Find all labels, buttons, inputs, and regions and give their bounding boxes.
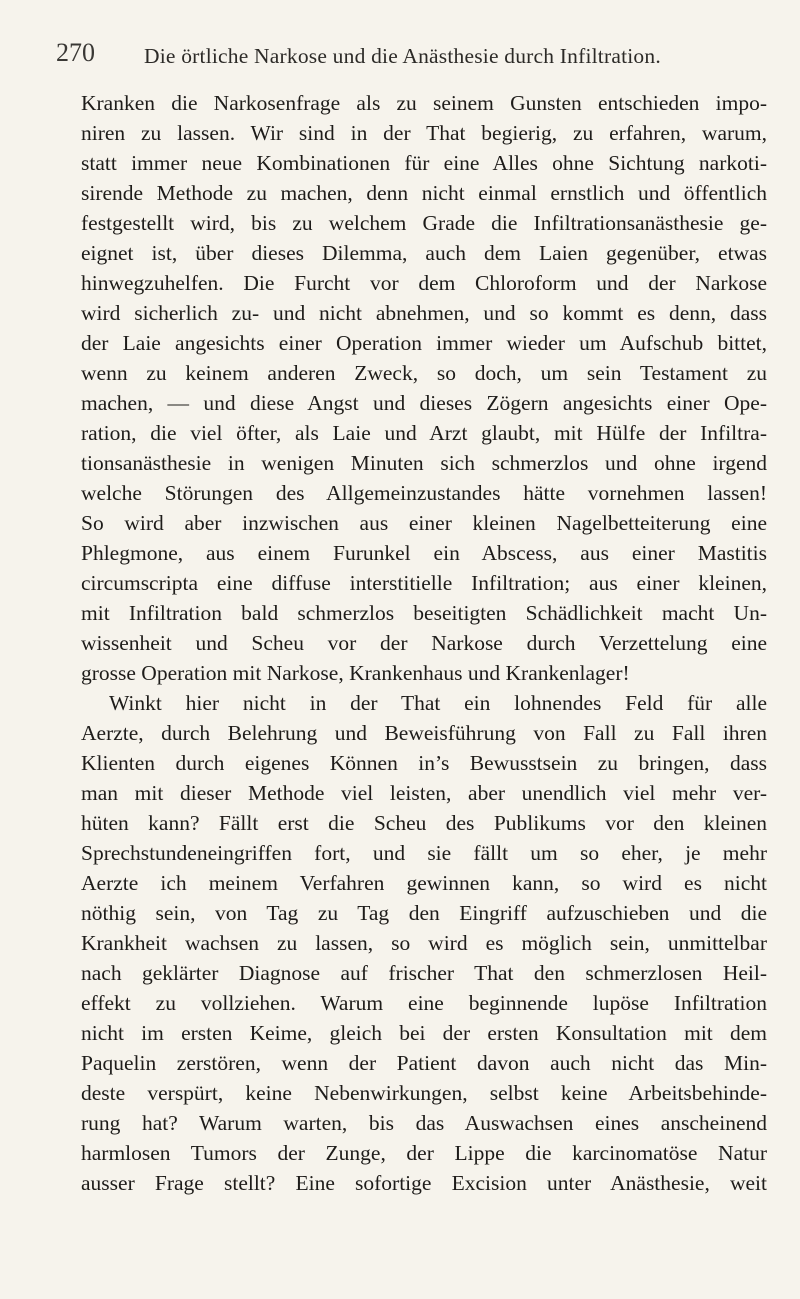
text-line: So wird aber inzwischen aus einer kleinen Nagelbetteiterung eine bbox=[81, 511, 767, 535]
running-head: Die örtliche Narkose und die Anästhesie durch Infiltration. bbox=[144, 44, 661, 68]
text-line: machen, — und diese Angst und dieses Zögern angesichts einer Ope- bbox=[81, 391, 767, 415]
text-line: wissenheit und Scheu vor der Narkose durch Verzettelung eine bbox=[81, 631, 767, 655]
page-number: 270 bbox=[56, 38, 95, 67]
text-line: festgestellt wird, bis zu welchem Grade die Infiltrationsanästhesie ge- bbox=[81, 211, 767, 235]
text-line: circumscripta eine diffuse interstitielle Infiltration; aus einer kleinen, bbox=[81, 571, 767, 595]
text-line: man mit dieser Methode viel leisten, aber unendlich viel mehr ver- bbox=[81, 781, 767, 805]
text-line: wenn zu keinem anderen Zweck, so doch, um sein Testament zu bbox=[81, 361, 767, 385]
text-line: nach geklärter Diagnose auf frischer That den schmerzlosen Heil- bbox=[81, 961, 767, 985]
text-line: tionsanästhesie in wenigen Minuten sich schmerzlos und ohne irgend bbox=[81, 451, 767, 475]
text-line: Kranken die Narkosenfrage als zu seinem Gunsten entschieden impo- bbox=[81, 91, 767, 115]
text-line: eignet ist, über dieses Dilemma, auch dem Laien gegenüber, etwas bbox=[81, 241, 767, 265]
text-line: hinwegzuhelfen. Die Furcht vor dem Chloroform und der Narkose bbox=[81, 271, 767, 295]
text-line: Paquelin zerstören, wenn der Patient davon auch nicht das Min- bbox=[81, 1051, 767, 1075]
text-line: statt immer neue Kombinationen für eine Alles ohne Sichtung narkoti- bbox=[81, 151, 767, 175]
text-line: welche Störungen des Allgemeinzustandes hätte vornehmen lassen! bbox=[81, 481, 767, 505]
text-line: Klienten durch eigenes Können in’s Bewusstsein zu bringen, dass bbox=[81, 751, 767, 775]
text-line: Aerzte ich meinem Verfahren gewinnen kann, so wird es nicht bbox=[81, 871, 767, 895]
text-line: harmlosen Tumors der Zunge, der Lippe die karcinomatöse Natur bbox=[81, 1141, 767, 1165]
text-line: effekt zu vollziehen. Warum eine beginnende lupöse Infiltration bbox=[81, 991, 767, 1015]
text-line: ration, die viel öfter, als Laie und Arzt glaubt, mit Hülfe der Infiltra- bbox=[81, 421, 767, 445]
text-line: sirende Methode zu machen, denn nicht einmal ernstlich und öffentlich bbox=[81, 181, 767, 205]
text-line: Aerzte, durch Belehrung und Beweisführung von Fall zu Fall ihren bbox=[81, 721, 767, 745]
text-line: mit Infiltration bald schmerzlos beseitigten Schädlichkeit macht Un- bbox=[81, 601, 767, 625]
page-header bbox=[56, 38, 756, 72]
text-line: ausser Frage stellt? Eine sofortige Excision unter Anästhesie, weit bbox=[81, 1171, 767, 1195]
text-line: Phlegmone, aus einem Furunkel ein Abscess, aus einer Mastitis bbox=[81, 541, 767, 565]
text-line: Sprechstundeneingriffen fort, und sie fällt um so eher, je mehr bbox=[81, 841, 767, 865]
paragraph-start-line: Winkt hier nicht in der That ein lohnendes Feld für alle bbox=[109, 691, 767, 715]
text-line: hüten kann? Fällt erst die Scheu des Publikums vor den kleinen bbox=[81, 811, 767, 835]
text-line: wird sicherlich zu- und nicht abnehmen, und so kommt es denn, dass bbox=[81, 301, 767, 325]
body-text bbox=[81, 88, 767, 1198]
text-line: nöthig sein, von Tag zu Tag den Eingriff aufzuschieben und die bbox=[81, 901, 767, 925]
text-line: deste verspürt, keine Nebenwirkungen, selbst keine Arbeitsbehinde- bbox=[81, 1081, 767, 1105]
text-line: nicht im ersten Keime, gleich bei der ersten Konsultation mit dem bbox=[81, 1021, 767, 1045]
paragraph-end-line: grosse Operation mit Narkose, Krankenhaus und Krankenlager! bbox=[81, 661, 630, 685]
text-line: niren zu lassen. Wir sind in der That begierig, zu erfahren, warum, bbox=[81, 121, 767, 145]
text-line: Krankheit wachsen zu lassen, so wird es möglich sein, unmittelbar bbox=[81, 931, 767, 955]
text-line: rung hat? Warum warten, bis das Auswachsen eines anscheinend bbox=[81, 1111, 767, 1135]
text-line: der Laie angesichts einer Operation immer wieder um Aufschub bittet, bbox=[81, 331, 767, 355]
